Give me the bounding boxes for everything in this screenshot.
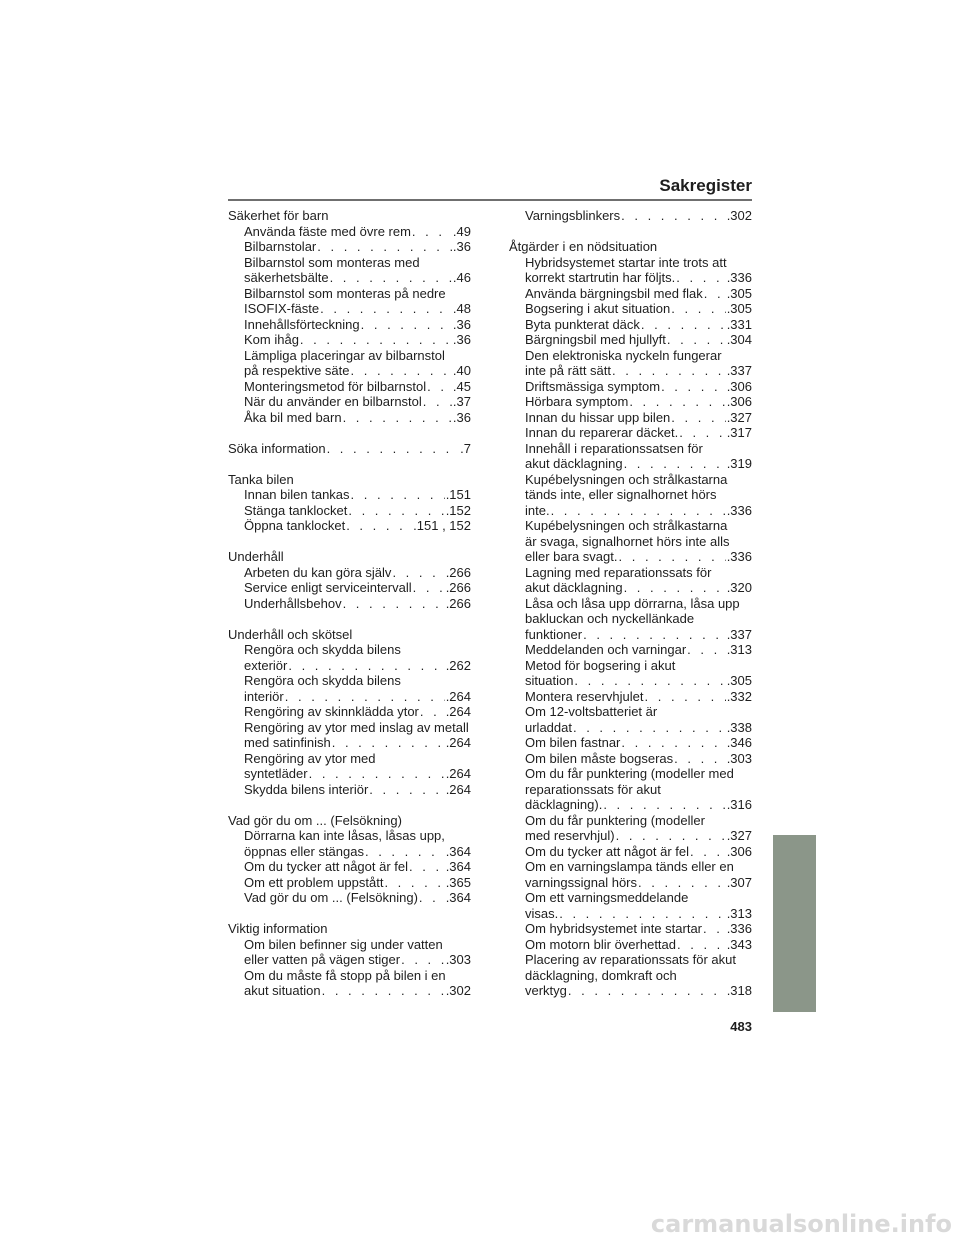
dot-leader xyxy=(317,239,452,255)
dot-leader xyxy=(551,503,726,519)
dot-leader xyxy=(348,503,444,519)
entry-page-ref: .303 xyxy=(445,952,471,967)
index-subentry-text: Om du får punktering (modeller xyxy=(525,812,705,828)
index-entry xyxy=(509,844,752,860)
dot-leader xyxy=(332,735,445,751)
index-entry xyxy=(509,394,752,410)
spacer xyxy=(509,224,752,240)
index-entry xyxy=(228,518,471,534)
dot-leader xyxy=(679,425,725,441)
entry-label: Innan bilen tankas xyxy=(244,487,350,502)
index-subentry-text: Hybridsystemet startar inte trots att xyxy=(525,254,727,270)
entry-page-ref: .302 xyxy=(726,208,752,223)
entry-page-ref: .266 xyxy=(445,580,471,595)
entry-page-ref: .266 xyxy=(445,564,471,580)
index-entry xyxy=(509,503,752,519)
index-subentry-text: Rengöra och skydda bilens xyxy=(244,642,401,657)
entry-page-ref: .40 xyxy=(452,363,471,378)
dot-leader xyxy=(612,363,726,379)
entry-page-ref: .336 xyxy=(726,921,752,936)
index-entry xyxy=(509,627,752,643)
entry-page-ref: .304 xyxy=(726,332,752,347)
entry-page-ref: .151 , 152 xyxy=(413,518,471,533)
entry-page-ref: .306 xyxy=(726,394,752,409)
entry-page-ref: .306 xyxy=(726,843,752,859)
index-entry xyxy=(228,952,471,968)
index-heading: Vad gör du om ... (Felsökning) xyxy=(228,812,402,828)
entry-label: Bogsering i akut situation xyxy=(525,301,671,316)
entry-page-ref: .317 xyxy=(726,425,752,440)
index-subentry-text: Bilbarnstol som monteras på nedre xyxy=(244,285,446,301)
entry-page-ref: .266 xyxy=(445,595,471,611)
entry-label: visas. xyxy=(525,905,559,921)
dot-leader xyxy=(413,580,445,596)
entry-label: Monteringsmetod för bilbarnstol xyxy=(244,378,427,394)
index-subentry-text: bakluckan och nyckellänkade xyxy=(525,611,695,626)
index-heading: Underhåll och skötsel xyxy=(228,626,353,642)
entry-page-ref: .307 xyxy=(726,874,752,890)
index-subentry-text: Om bilen befinner sig under vatten xyxy=(244,936,443,952)
entry-page-ref: .264 xyxy=(445,766,471,781)
entry-page-ref: .45 xyxy=(452,378,471,394)
index-entry xyxy=(228,766,471,782)
entry-label: Öppna tanklocket xyxy=(244,518,346,533)
index-entry xyxy=(509,689,752,705)
entry-label: Bärgningsbil med hjullyft xyxy=(525,332,666,347)
entry-label: urladdat xyxy=(525,719,572,735)
dot-leader xyxy=(320,301,452,317)
entry-page-ref: .151 xyxy=(445,487,471,502)
index-subentry-text: Rengöra och skydda bilens xyxy=(244,673,401,688)
entry-page-ref: .337 xyxy=(726,363,752,378)
dot-leader xyxy=(671,410,725,426)
entry-label: akut däcklagning xyxy=(525,580,623,595)
index-entry xyxy=(228,859,471,875)
index-subentry-text: Placering av reparationssats för akut xyxy=(525,952,736,967)
index-entry xyxy=(509,937,752,953)
dot-leader xyxy=(559,906,725,922)
entry-page-ref: .332 xyxy=(726,688,752,704)
entry-label: öppnas eller stängas xyxy=(244,843,364,859)
index-entry xyxy=(228,658,471,674)
index-heading: Underhåll xyxy=(228,549,284,564)
dot-leader xyxy=(327,441,460,457)
index-subentry-text: Om 12-voltsbatteriet är xyxy=(525,704,658,719)
index-entry xyxy=(509,208,752,224)
entry-label: ISOFIX-fäste xyxy=(244,301,320,316)
entry-label: Bilbarnstolar xyxy=(244,239,317,254)
entry-label: Byta punkterat däck xyxy=(525,316,640,332)
dot-leader xyxy=(361,317,452,333)
index-entry xyxy=(228,239,471,255)
entry-label: Om bilen fastnar xyxy=(525,735,621,750)
entry-page-ref: .303 xyxy=(726,750,752,766)
index-subentry-text: Om du får punktering (modeller med xyxy=(525,766,734,781)
entry-label: säkerhetsbälte xyxy=(244,270,329,285)
entry-page-ref: .262 xyxy=(445,657,471,673)
dot-leader xyxy=(351,487,445,503)
entry-page-ref: .36 xyxy=(452,316,471,332)
entry-page-ref: .306 xyxy=(726,378,752,394)
entry-page-ref: .152 xyxy=(445,502,471,518)
index-entry xyxy=(509,921,752,937)
index-subentry-text: Om en varningslampa tänds eller en xyxy=(525,859,734,874)
entry-page-ref: .365 xyxy=(445,874,471,890)
index-entry xyxy=(228,565,471,581)
entry-label: på respektive säte xyxy=(244,363,350,378)
chapter-tab xyxy=(773,835,816,1012)
entry-label: akut situation xyxy=(244,983,321,998)
index-entry xyxy=(228,503,471,519)
entry-page-ref: .336 xyxy=(726,270,752,285)
dot-leader xyxy=(629,394,725,410)
dot-leader xyxy=(409,859,445,875)
dot-leader xyxy=(638,875,726,891)
header-divider xyxy=(228,199,752,201)
entry-label: Meddelanden och varningar xyxy=(525,642,687,657)
entry-page-ref: .346 xyxy=(726,735,752,750)
index-entry xyxy=(509,828,752,844)
dot-leader xyxy=(690,844,726,860)
spacer xyxy=(228,611,471,627)
entry-page-ref: .305 xyxy=(726,673,752,688)
index-heading: Tanka bilen xyxy=(228,471,294,487)
index-entry xyxy=(509,642,752,658)
dot-leader xyxy=(624,456,726,472)
index-entry xyxy=(509,735,752,751)
dot-leader xyxy=(676,270,725,286)
entry-label: korrekt startrutin har följts. xyxy=(525,270,676,285)
dot-leader xyxy=(384,875,444,891)
entry-page-ref: .364 xyxy=(445,843,471,859)
index-entry xyxy=(509,301,752,317)
entry-label: varningssignal hörs xyxy=(525,874,638,890)
dot-leader xyxy=(645,689,726,705)
entry-page-ref: .49 xyxy=(452,223,471,239)
index-entry xyxy=(228,487,471,503)
entry-page-ref: .302 xyxy=(445,983,471,998)
dot-leader xyxy=(419,890,445,906)
entry-label: Använda fäste med övre rem xyxy=(244,223,411,239)
index-subentry-text: Låsa och låsa upp dörrarna, låsa upp xyxy=(525,595,740,611)
entry-label: Service enligt serviceintervall xyxy=(244,580,412,595)
index-entry xyxy=(228,332,471,348)
entry-page-ref: .320 xyxy=(726,580,752,595)
index-entry xyxy=(509,797,752,813)
entry-page-ref: .336 xyxy=(726,502,752,518)
index-subentry-text: Innehåll i reparationssatsen för xyxy=(525,440,703,456)
dot-leader xyxy=(621,208,726,224)
dot-leader xyxy=(412,224,452,240)
dot-leader xyxy=(285,689,445,705)
entry-label: Arbeten du kan göra själv xyxy=(244,564,392,580)
entry-label: Använda bärgningsbil med flak xyxy=(525,285,703,301)
dot-leader xyxy=(351,363,452,379)
index-entry xyxy=(228,270,471,286)
dot-leader xyxy=(365,844,445,860)
index-subentry-text: tänds inte, eller signalhornet hörs xyxy=(525,487,717,502)
spacer xyxy=(228,425,471,441)
entry-label: Om du tycker att något är fel xyxy=(525,843,690,859)
index-heading-entry xyxy=(228,441,471,457)
dot-leader xyxy=(671,301,725,317)
entry-page-ref: .264 xyxy=(445,735,471,750)
dot-leader xyxy=(619,549,726,565)
index-entry xyxy=(509,720,752,736)
index-heading: Säkerhet för barn xyxy=(228,208,329,223)
index-entry xyxy=(509,425,752,441)
index-entry xyxy=(228,844,471,860)
dot-leader xyxy=(346,518,412,534)
dot-leader xyxy=(423,394,452,410)
entry-page-ref: .313 xyxy=(726,642,752,657)
entry-page-ref: .36 xyxy=(452,332,471,347)
entry-page-ref: .264 xyxy=(445,704,471,719)
entry-label: däcklagning). xyxy=(525,797,603,812)
dot-leader xyxy=(392,565,444,581)
dot-leader xyxy=(300,332,452,348)
index-subentry-text: Om ett varningsmeddelande xyxy=(525,890,689,905)
index-entry xyxy=(228,735,471,751)
entry-label: Innan du hissar upp bilen xyxy=(525,409,671,425)
index-subentry-text: Lämpliga placeringar av bilbarnstol xyxy=(244,347,445,363)
entry-label: situation xyxy=(525,673,574,688)
index-subentry-text: Rengöring av ytor med inslag av metall xyxy=(244,719,469,735)
entry-label: Rengöring av skinnklädda ytor xyxy=(244,704,419,719)
index-subentry-text: Kupébelysningen och strålkastarna xyxy=(525,518,728,533)
dot-leader xyxy=(343,410,452,426)
index-entry xyxy=(509,332,752,348)
index-entry xyxy=(509,286,752,302)
entry-page-ref: .264 xyxy=(445,688,471,704)
dot-leader xyxy=(616,828,726,844)
entry-label: med satinfinish xyxy=(244,735,331,750)
index-entry xyxy=(228,317,471,333)
index-column-right xyxy=(509,208,752,999)
index-subentry-text: däcklagning, domkraft och xyxy=(525,967,677,983)
index-entry xyxy=(509,317,752,333)
entry-page-ref: .36 xyxy=(452,409,471,425)
entry-label: Underhållsbehov xyxy=(244,595,342,611)
index-entry xyxy=(228,704,471,720)
entry-page-ref: .364 xyxy=(445,859,471,874)
index-entry xyxy=(228,875,471,891)
entry-label: interiör xyxy=(244,688,284,704)
entry-page-ref: .364 xyxy=(445,890,471,905)
dot-leader xyxy=(641,317,726,333)
index-entry xyxy=(228,224,471,240)
index-subentry-text: reparationssats för akut xyxy=(525,781,661,797)
page-number: 483 xyxy=(730,1019,752,1034)
entry-label: akut däcklagning xyxy=(525,456,623,471)
index-heading: Viktig information xyxy=(228,921,328,936)
entry-label: Om ett problem uppstått xyxy=(244,874,384,890)
entry-label: exteriör xyxy=(244,657,288,673)
dot-leader xyxy=(427,379,452,395)
entry-label: Montera reservhjulet xyxy=(525,688,644,704)
entry-page-ref: .7 xyxy=(460,440,471,456)
entry-label: Om du tycker att något är fel xyxy=(244,859,409,874)
entry-label: eller bara svagt. xyxy=(525,549,618,564)
dot-leader xyxy=(568,983,726,999)
index-subentry-text: Lagning med reparationssats för xyxy=(525,564,712,580)
entry-page-ref: .37 xyxy=(452,394,471,409)
entry-page-ref: .48 xyxy=(452,301,471,316)
dot-leader xyxy=(583,627,726,643)
entry-label: Stänga tanklocket xyxy=(244,502,348,518)
index-entry xyxy=(228,689,471,705)
index-heading: Åtgärder i en nödsituation xyxy=(509,239,658,254)
entry-label: Driftsmässiga symptom xyxy=(525,378,661,394)
index-entry xyxy=(509,363,752,379)
entry-page-ref: .337 xyxy=(726,626,752,642)
dot-leader xyxy=(369,782,444,798)
index-entry xyxy=(509,983,752,999)
entry-label: Innan du reparerar däcket. xyxy=(525,425,679,440)
entry-label: Om hybridsystemet inte startar xyxy=(525,921,702,936)
entry-page-ref: .313 xyxy=(726,905,752,921)
dot-leader xyxy=(322,983,445,999)
entry-page-ref: .331 xyxy=(726,316,752,332)
entry-label: Hörbara symptom xyxy=(525,394,629,409)
dot-leader xyxy=(603,797,725,813)
index-entry xyxy=(228,379,471,395)
entry-label: Innehållsförteckning xyxy=(244,316,360,332)
index-entry xyxy=(509,580,752,596)
index-column-left xyxy=(228,208,471,999)
index-entry xyxy=(228,410,471,426)
index-entry xyxy=(509,456,752,472)
dot-leader xyxy=(574,673,725,689)
index-entry xyxy=(228,363,471,379)
entry-label: Om motorn blir överhettad xyxy=(525,936,677,952)
entry-label: syntetläder xyxy=(244,766,308,781)
index-entry xyxy=(228,596,471,612)
index-subentry-text: Metod för bogsering i akut xyxy=(525,657,676,673)
entry-page-ref: .305 xyxy=(726,285,752,301)
index-subentry-text: Om du måste få stopp på bilen i en xyxy=(244,967,446,983)
entry-label: Varningsblinkers xyxy=(525,208,621,223)
section-title: Sakregister xyxy=(659,176,752,195)
entry-label: inte på rätt sätt xyxy=(525,363,611,378)
index-entry xyxy=(228,301,471,317)
index-subentry-text: Kupébelysningen och strålkastarna xyxy=(525,471,728,487)
index-entry xyxy=(228,782,471,798)
dot-leader xyxy=(343,596,445,612)
dot-leader xyxy=(288,658,444,674)
entry-page-ref: .305 xyxy=(726,301,752,316)
entry-label: med reservhjul) xyxy=(525,828,615,843)
dot-leader xyxy=(667,332,726,348)
entry-label: Om bilen måste bogseras xyxy=(525,750,674,766)
index-entry xyxy=(509,673,752,689)
index-entry xyxy=(509,410,752,426)
dot-leader xyxy=(624,580,726,596)
index-entry xyxy=(509,270,752,286)
dot-leader xyxy=(330,270,452,286)
index-entry xyxy=(509,549,752,565)
index-entry xyxy=(228,394,471,410)
spacer xyxy=(228,534,471,550)
entry-page-ref: .327 xyxy=(726,409,752,425)
entry-page-ref: .46 xyxy=(452,270,471,285)
entry-label: inte. xyxy=(525,502,550,518)
dot-leader xyxy=(621,735,725,751)
entry-page-ref: .336 xyxy=(726,549,752,564)
entry-page-ref: .338 xyxy=(726,719,752,735)
dot-leader xyxy=(573,720,726,736)
entry-label: Vad gör du om ... (Felsökning) xyxy=(244,890,418,905)
dot-leader xyxy=(674,751,726,767)
index-entry xyxy=(228,983,471,999)
index-subentry-text: är svaga, signalhornet hörs inte alls xyxy=(525,533,730,549)
entry-label: funktioner xyxy=(525,626,583,642)
index-entry xyxy=(228,890,471,906)
dot-leader xyxy=(687,642,726,658)
index-subentry-text: Den elektroniska nyckeln fungerar xyxy=(525,347,722,363)
dot-leader xyxy=(677,937,726,953)
index-entry xyxy=(509,875,752,891)
dot-leader xyxy=(401,952,445,968)
entry-page-ref: .327 xyxy=(726,828,752,843)
entry-label: Kom ihåg xyxy=(244,332,299,347)
spacer xyxy=(228,906,471,922)
entry-label: Skydda bilens interiör xyxy=(244,781,369,797)
spacer xyxy=(228,456,471,472)
index-entry xyxy=(509,906,752,922)
index-subentry-text: Dörrarna kan inte låsas, låsas upp, xyxy=(244,828,445,843)
entry-label: eller vatten på vägen stiger xyxy=(244,952,401,967)
entry-page-ref: .318 xyxy=(726,983,752,998)
spacer xyxy=(228,797,471,813)
index-entry xyxy=(509,379,752,395)
entry-label: När du använder en bilbarnstol xyxy=(244,394,422,409)
entry-page-ref: .319 xyxy=(726,456,752,471)
entry-label: verktyg xyxy=(525,983,567,998)
dot-leader xyxy=(661,379,726,395)
watermark: carmanualsonline.info xyxy=(650,1210,952,1238)
index-entry xyxy=(228,580,471,596)
index-subentry-text: Rengöring av ytor med xyxy=(244,750,376,766)
entry-page-ref: .316 xyxy=(726,797,752,812)
dot-leader xyxy=(309,766,445,782)
dot-leader xyxy=(703,921,726,937)
entry-label: Åka bil med barn xyxy=(244,409,342,425)
entry-page-ref: .36 xyxy=(452,239,471,254)
entry-label: Söka information xyxy=(228,440,326,456)
index-subentry-text: Bilbarnstol som monteras med xyxy=(244,254,420,270)
entry-page-ref: .264 xyxy=(445,781,471,797)
index-entry xyxy=(509,751,752,767)
dot-leader xyxy=(704,286,726,302)
entry-page-ref: .343 xyxy=(726,936,752,952)
dot-leader xyxy=(420,704,445,720)
